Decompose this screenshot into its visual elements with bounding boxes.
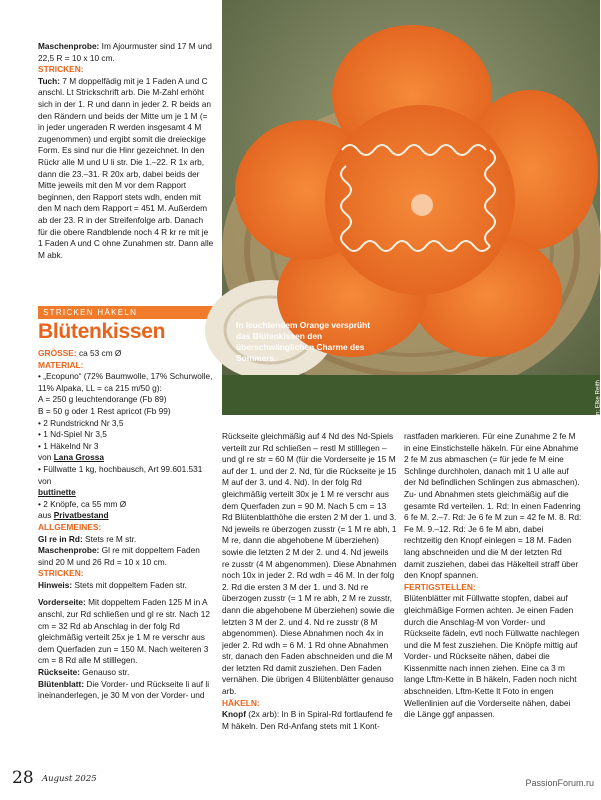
material-item: B = 50 g oder 1 Rest apricot (Fb 99) bbox=[38, 405, 171, 416]
text: Im Ajourmuster sind 17 M und 22,5 R = 10 x 10 cm. bbox=[38, 41, 212, 63]
section-heading: STRICKEN: bbox=[38, 64, 84, 75]
material-item: • Füllwatte 1 kg, hochbausch, Art 99.601.531 von bbox=[38, 463, 203, 486]
material-item: A = 250 g leuchtendorange (Fb 89) bbox=[38, 394, 167, 405]
section-heading: HÄKELN: bbox=[222, 697, 260, 708]
text: Rückseite gleichmäßig auf 4 Nd des Nd-Spiels verteilt zur Rd schließen – restl M stilllegen – und gl re str = 60 M (für die Vorderseite je 15 M auf der 1. und der 2. Nd, für die Rückseite je 15 M auf der 3. und 4. Nd). In der folg Rd gleichmäßig verteilt 30x je 1 M re verschr aus dem Querfaden zun = 90 M. Nach 5 cm = 13 Rd Blütenblatthöhe die ersten 2 M der 1. und 3. Nd jeweils re überzogen zusstr (= 1 M re abh, 1 M re, dann die abgehobene M überziehen) sowie die letzten 2 M der 2. und 4. Nd jeweils re zusstr (4 M abgenommen). Diese Abnahmen noch 10x in jeder 2. Rd wdh = 46 M. In der folg 2. Rd die ersten 3 M der 1. und 3. Nd re überzogen zusstr (= 1 M re abh, 2 M re zusstr, dann die abgehobene M überziehen) sowie die letzten 3 M der 2. und 4. Nd re zusstr (8 M abgenommen). Diese Abnahmen noch 4x in jeder 2. Rd wdh = 6 M. 1 Rd ohne Abnahmen str, danach den Faden abschneiden und die M der letzten Rd damit zusziehen. Den Faden vernähen. Die übrigen 4 Blütenblätter genauso arb. bbox=[222, 431, 397, 697]
label: Gl re in Rd: bbox=[38, 533, 83, 544]
text: Blütenblätter mit Füllwatte stopfen, dabei auf gleichmäßige Formen achten. Je einen Faden durch die Anschlag-M von Vorder- und Rückseite fädeln, evtl noch Füllwatte nachlegen und die M fest zusziehen. Die Knöpfe mittig auf Vorder- und Rückseite nähen, dabei die Kissenmitte nach innen ziehen. Eine ca 3 m lange Lftm-Kette in B häkeln, Faden noch nicht abschneiden. Lftm-Kette lt Foto in engen Wellenlinien auf die Vorderseite nähen, dabei die Länge ggf anpassen. bbox=[404, 593, 580, 720]
text: Genauso str. bbox=[82, 667, 130, 678]
label: Rückseite: bbox=[38, 667, 80, 678]
instructions-col-2 bbox=[222, 431, 398, 732]
text: Mit doppeltem Faden 125 M in A anschl, zur Rd schließen und gl re str. Nach 12 cm = 32 Rd ab Anschlag in der folg Rd gleichmäßig verteilt 25x je 1 M re verschr aus dem Querfaden zun = 150 M. Nach weiteren 3 cm = 8 Rd alle M stilllegen. bbox=[38, 597, 211, 666]
instructions-col-1 bbox=[38, 41, 214, 261]
section-heading: FERTIGSTELLEN: bbox=[404, 581, 476, 592]
watermark: PassionForum.ru bbox=[525, 778, 594, 788]
label: Vorderseite: bbox=[38, 597, 86, 608]
text: ca 53 cm Ø bbox=[78, 348, 122, 358]
material-item: • 1 Nd-Spiel Nr 3,5 bbox=[38, 429, 107, 440]
material-item: • „Ecopuno“ (72% Baumwolle, 17% Schurwolle, 11% Alpaka, LL = ca 215 m/50 g): bbox=[38, 371, 213, 393]
material-item: • 2 Knöpfe, ca 55 mm Ø bbox=[38, 498, 127, 509]
text: aus bbox=[38, 510, 52, 521]
brand: Privatbestand bbox=[53, 510, 109, 521]
label: Hinweis: bbox=[38, 579, 73, 590]
photo-caption: In leuchtendem Orange versprüht das Blütenkissen den überschwänglichen Charme des Sommers. bbox=[236, 320, 371, 363]
label: GRÖSSE: bbox=[38, 348, 77, 358]
section-heading: STRICKEN: bbox=[38, 568, 84, 579]
text: Stets re M str. bbox=[85, 533, 137, 544]
instructions-col-3 bbox=[404, 431, 582, 721]
text: 7 M doppelfädig mit je 1 Faden A und C anschl. Lt Strickschrift arb. Die M-Zahl erhöht sich in der 1. R und dann in jeder 2. R beids an den Rändern und beids der Mitte um je 1 M (= in jeder ungeraden R werden insgesamt 4 M zugenommen) und ergibt somit die dreieckige Form. Es sind nur die Hinr gezeichnet. In den Rückr alle M und U li str. Die 1.–22. R 1x arb, dann die 23.–31. R 20x arb, dabei beids der Mitte jeweils mit den M vor dem Rapport beginnen, den Rapport stets wdh, enden mit den M nach dem Rapport = 451 M. Außerdem ab der 23. R in der Streifenfolge arb. Danach für die obere Randblende noch 4 R kr re mit je 1 Faden A und C ohne Zunahmen str. Dann alle M abk. bbox=[38, 75, 214, 260]
material-item: • 2 Rundstricknd Nr 3,5 bbox=[38, 417, 124, 428]
instructions-col-1b bbox=[38, 348, 214, 702]
text: von bbox=[38, 452, 52, 463]
category-tag: STRICKEN HÄKELN bbox=[38, 306, 214, 319]
label: Maschenprobe: bbox=[38, 545, 100, 556]
text: (2x arb): In B in Spiral-Rd fortlaufend fe M häkeln. Den Rd-Anfang stets mit 1 Kont- bbox=[222, 709, 393, 731]
brand: Lana Grossa bbox=[53, 452, 104, 463]
label: Blütenblatt: bbox=[38, 678, 85, 689]
brand: buttinette bbox=[38, 487, 76, 498]
pattern-title: Blütenkissen bbox=[38, 320, 166, 343]
section-heading: ALLGEMEINES: bbox=[38, 521, 102, 532]
issue-date: August 2025 bbox=[42, 774, 97, 784]
text: Gl re mit doppeltem Faden sind 20 M und 26 Rd = 10 x 10 cm. bbox=[38, 545, 200, 567]
text: rastfaden markieren. Für eine Zunahme 2 fe M in eine Einstichstelle häkeln. Für eine Abnahme 2 fe M zus abmaschen (= für jede fe M eine Schlinge durchholen, danach mit 1 U alle auf der Nd befindlichen Schlingen zus abmaschen). Zu- und Abnahmen stets gleichmäßig auf die gesamte Rd verteilen. 1. Rd: In einen Fadenring 6 fe M. 2.–7. Rd: Je 6 fe M zun = 42 fe M. 8. Rd: Fe M. 9.–12. Rd: Je 6 fe M abn, dabei rechtzeitig den Knopf einlegen = 18 M. Faden lang abschneiden und die M der letzten Rd damit zusziehen, dabei das Häkelteil straff über den Knopf spannen. bbox=[404, 431, 582, 581]
label: Tuch: bbox=[38, 75, 60, 86]
label: Maschenprobe: bbox=[38, 41, 100, 51]
text: Die Vorder- und Rückseite li auf li ineinanderlegen, je 30 M von der Vorder- und bbox=[38, 678, 210, 701]
page-number: 28 bbox=[12, 768, 34, 788]
photo-credit: Idee + Realisation: Angelika Alexis; Foto: Uwe Pokalorsen; Styling: Uli Glasemann; Elke Reith bbox=[594, 380, 601, 637]
material-item: • 1 Häkelnd Nr 3 bbox=[38, 440, 99, 451]
text: Stets mit doppeltem Faden str. bbox=[74, 579, 187, 590]
section-heading: MATERIAL: bbox=[38, 359, 84, 370]
label: Knopf bbox=[222, 709, 246, 720]
